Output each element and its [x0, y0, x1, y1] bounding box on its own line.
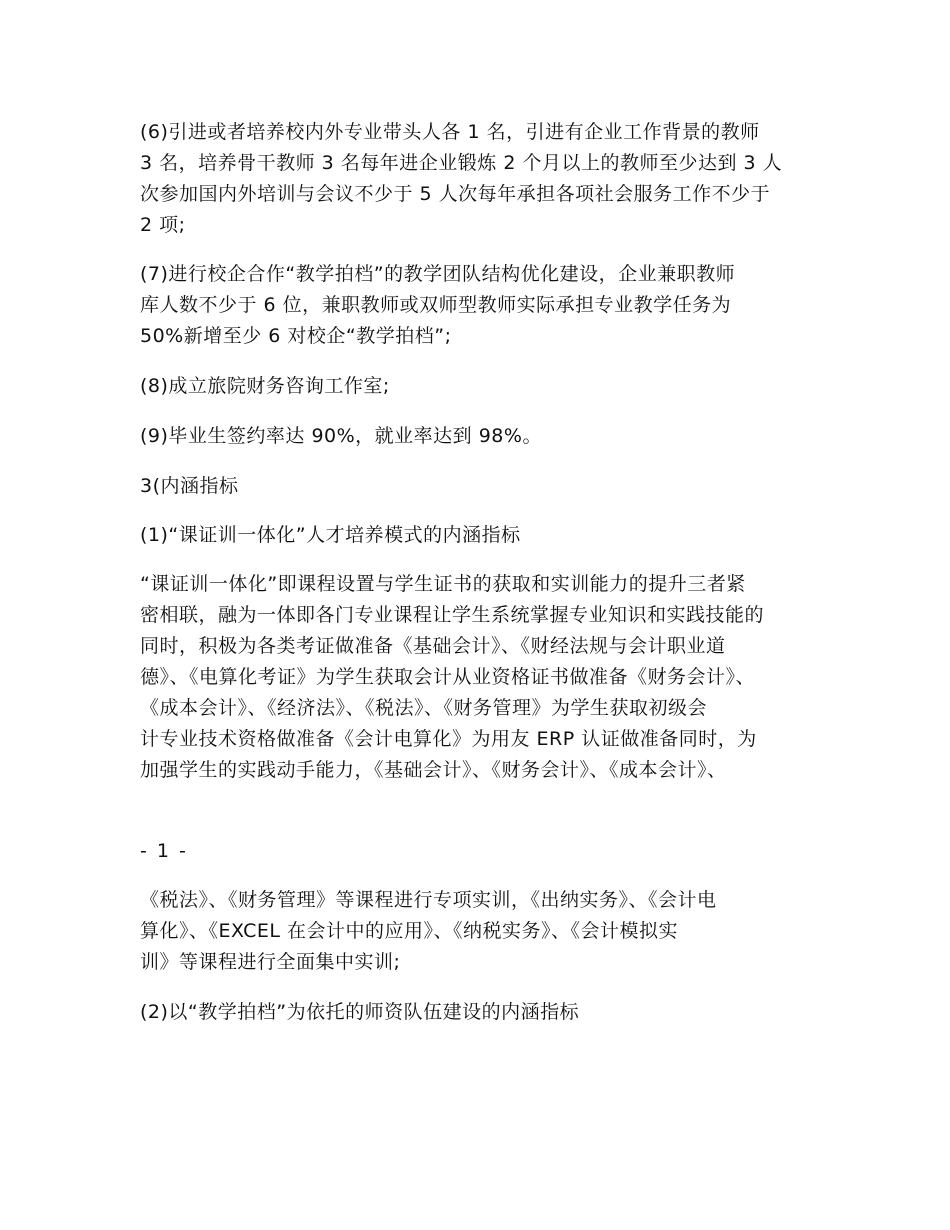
text-line: 库人数不少于 6 位，兼职教师或双师型教师实际承担专业教学任务为 [140, 294, 732, 316]
text-line: 德》、《电算化考证》为学生获取会计从业资格证书做准备《财务会计》、 [140, 666, 756, 688]
text-line: 50%新增至少 6 对校企“教学拍档”; [140, 325, 452, 347]
text-line: 算化》、《EXCEL 在会计中的应用》、《纳税实务》、《会计模拟实 [140, 920, 679, 942]
text-line: (9)毕业生签约率达 90%，就业率达到 98%。 [140, 425, 542, 447]
text-line: 计专业技术资格做准备《会计电算化》为用友 ERP 认证做准备同时，为 [140, 728, 757, 750]
section-heading: 3(内涵指标 [140, 475, 239, 497]
text-line: (7)进行校企合作“教学拍档”的教学团队结构优化建设，企业兼职教师 [140, 263, 736, 285]
text-line: 次参加国内外培训与会议不少于 5 人次每年承担各项社会服务工作不少于 [140, 183, 771, 205]
text-line: 密相联，融为一体即各门专业课程让学生系统掌握专业知识和实践技能的 [140, 604, 765, 626]
text-line: 3 名，培养骨干教师 3 名每年进企业锻炼 2 个月以上的教师至少达到 3 人 [140, 152, 783, 174]
subsection-heading: (2)以“教学拍档”为依托的师资队伍建设的内涵指标 [140, 1001, 580, 1023]
text-line: 加强学生的实践动手能力，《基础会计》、《财务会计》、《成本会计》、 [140, 759, 727, 781]
text-line: 《成本会计》、《经济法》、《税法》、《财务管理》为学生获取初级会 [140, 697, 708, 719]
text-line: 同时，积极为各类考证做准备《基础会计》、《财经法规与会计职业道 [140, 635, 726, 657]
text-line: (6)引进或者培养校内外专业带头人各 1 名，引进有企业工作背景的教师 [140, 121, 760, 143]
text-line: (8)成立旅院财务咨询工作室; [140, 375, 390, 397]
text-line: “课证训一体化”即课程设置与学生证书的获取和实训能力的提升三者紧 [140, 573, 746, 595]
text-line: 《税法》、《财务管理》等课程进行专项实训，《出纳实务》、《会计电 [140, 889, 717, 911]
page-number: - 1 - [140, 840, 188, 862]
text-line: 2 项; [140, 214, 186, 236]
subsection-heading: (1)“课证训一体化”人才培养模式的内涵指标 [140, 524, 521, 546]
text-line: 训》等课程进行全面集中实训; [140, 951, 401, 973]
